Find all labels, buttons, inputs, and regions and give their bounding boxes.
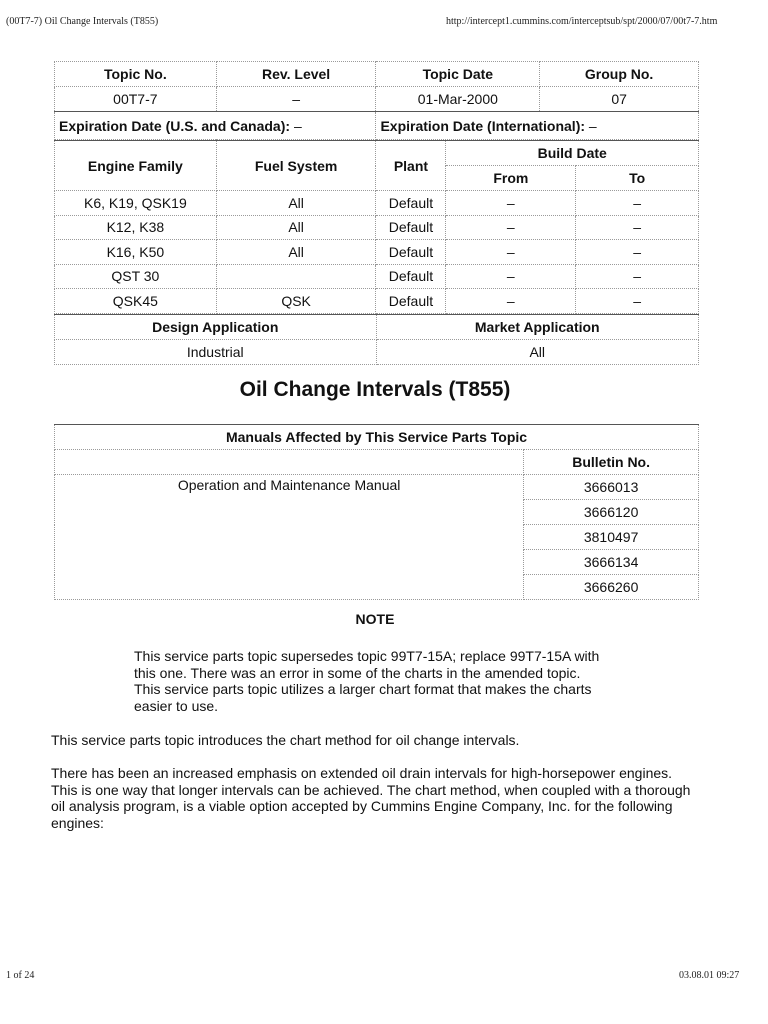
expiration-intl-value: – bbox=[588, 117, 597, 134]
body-paragraph: There has been an increased emphasis on extended oil drain intervals for high-horsepower engines. This is one way that longer intervals can be achieved. The chart method, when coupled with a thorough oil analysis program, is a viable option accepted by Cummins Engine Company, Inc. for the following engines: bbox=[51, 765, 691, 831]
expiration-intl-label: Expiration Date (International): bbox=[380, 117, 586, 134]
table-row bbox=[55, 215, 699, 240]
engine-family-cell: K12, K38 bbox=[55, 215, 217, 240]
from-cell: – bbox=[446, 191, 576, 216]
engine-family-cell: K16, K50 bbox=[55, 240, 217, 265]
topic-date-value: 01-Mar-2000 bbox=[376, 87, 540, 112]
bulletin-no-cell: 3666120 bbox=[524, 500, 699, 525]
from-cell: – bbox=[446, 215, 576, 240]
note-heading: NOTE bbox=[355, 611, 395, 627]
bulletin-no-cell: 3666260 bbox=[524, 575, 699, 600]
plant-cell: Default bbox=[376, 191, 446, 216]
rev-level-value: – bbox=[216, 87, 376, 112]
to-cell: – bbox=[576, 289, 699, 314]
engine-table bbox=[54, 140, 699, 314]
to-header: To bbox=[576, 166, 699, 191]
bulletin-no-cell: 3666013 bbox=[524, 475, 699, 500]
fuel-system-header: Fuel System bbox=[216, 141, 376, 191]
manuals-caption: Manuals Affected by This Service Parts Topic bbox=[55, 425, 699, 450]
build-date-header: Build Date bbox=[446, 141, 699, 166]
fuel-system-cell: All bbox=[216, 240, 376, 265]
print-header-url: http://intercept1.cummins.com/interceptsub/spt/2000/07/00t7-7.htm bbox=[446, 16, 718, 27]
page-number: 1 of 24 bbox=[6, 970, 35, 981]
bulletin-no-cell: 3666134 bbox=[524, 550, 699, 575]
fuel-system-cell bbox=[216, 264, 376, 289]
to-cell: – bbox=[576, 191, 699, 216]
from-header: From bbox=[446, 166, 576, 191]
expiration-us-cell bbox=[55, 112, 376, 140]
expiration-us-label: Expiration Date (U.S. and Canada): bbox=[59, 117, 291, 134]
engine-family-cell: QSK45 bbox=[55, 289, 217, 314]
from-cell: – bbox=[446, 264, 576, 289]
plant-cell: Default bbox=[376, 215, 446, 240]
table-row bbox=[55, 191, 699, 216]
group-no-value: 07 bbox=[540, 87, 699, 112]
fuel-system-cell: All bbox=[216, 191, 376, 216]
from-cell: – bbox=[446, 289, 576, 314]
expiration-intl-cell bbox=[376, 112, 699, 140]
plant-cell: Default bbox=[376, 289, 446, 314]
topic-info-table bbox=[54, 61, 699, 140]
expiration-us-value: – bbox=[293, 117, 302, 134]
engine-family-cell: K6, K19, QSK19 bbox=[55, 191, 217, 216]
table-row bbox=[55, 240, 699, 265]
table-row bbox=[55, 289, 699, 314]
page-title: Oil Change Intervals (T855) bbox=[239, 378, 511, 401]
topic-no-value: 00T7-7 bbox=[55, 87, 217, 112]
design-application-value: Industrial bbox=[55, 340, 377, 365]
market-application-value: All bbox=[376, 340, 699, 365]
print-header-title: (00T7-7) Oil Change Intervals (T855) bbox=[6, 16, 159, 27]
engine-family-header: Engine Family bbox=[55, 141, 217, 191]
market-application-header: Market Application bbox=[376, 315, 699, 340]
topic-date-header: Topic Date bbox=[376, 62, 540, 87]
manual-header-blank bbox=[55, 450, 524, 475]
fuel-system-cell: QSK bbox=[216, 289, 376, 314]
engine-family-cell: QST 30 bbox=[55, 264, 217, 289]
print-datetime: 03.08.01 09:27 bbox=[679, 970, 740, 981]
plant-cell: Default bbox=[376, 240, 446, 265]
bulletin-no-cell: 3810497 bbox=[524, 525, 699, 550]
to-cell: – bbox=[576, 215, 699, 240]
bulletin-no-header: Bulletin No. bbox=[524, 450, 699, 475]
table-row bbox=[55, 264, 699, 289]
intro-paragraph: This service parts topic introduces the chart method for oil change intervals. bbox=[51, 732, 520, 748]
group-no-header: Group No. bbox=[540, 62, 699, 87]
application-table bbox=[54, 314, 699, 365]
rev-level-header: Rev. Level bbox=[216, 62, 376, 87]
from-cell: – bbox=[446, 240, 576, 265]
to-cell: – bbox=[576, 264, 699, 289]
plant-cell: Default bbox=[376, 264, 446, 289]
to-cell: – bbox=[576, 240, 699, 265]
plant-header: Plant bbox=[376, 141, 446, 191]
topic-no-header: Topic No. bbox=[55, 62, 217, 87]
design-application-header: Design Application bbox=[55, 315, 377, 340]
manual-name: Operation and Maintenance Manual bbox=[55, 475, 524, 600]
fuel-system-cell: All bbox=[216, 215, 376, 240]
note-body: This service parts topic supersedes topic 99T7-15A; replace 99T7-15A with this one. There was an error in some of the charts in the amended topic. This service parts topic utilizes a larger chart format that makes the charts easier to use. bbox=[134, 648, 600, 714]
manuals-table bbox=[54, 424, 699, 600]
